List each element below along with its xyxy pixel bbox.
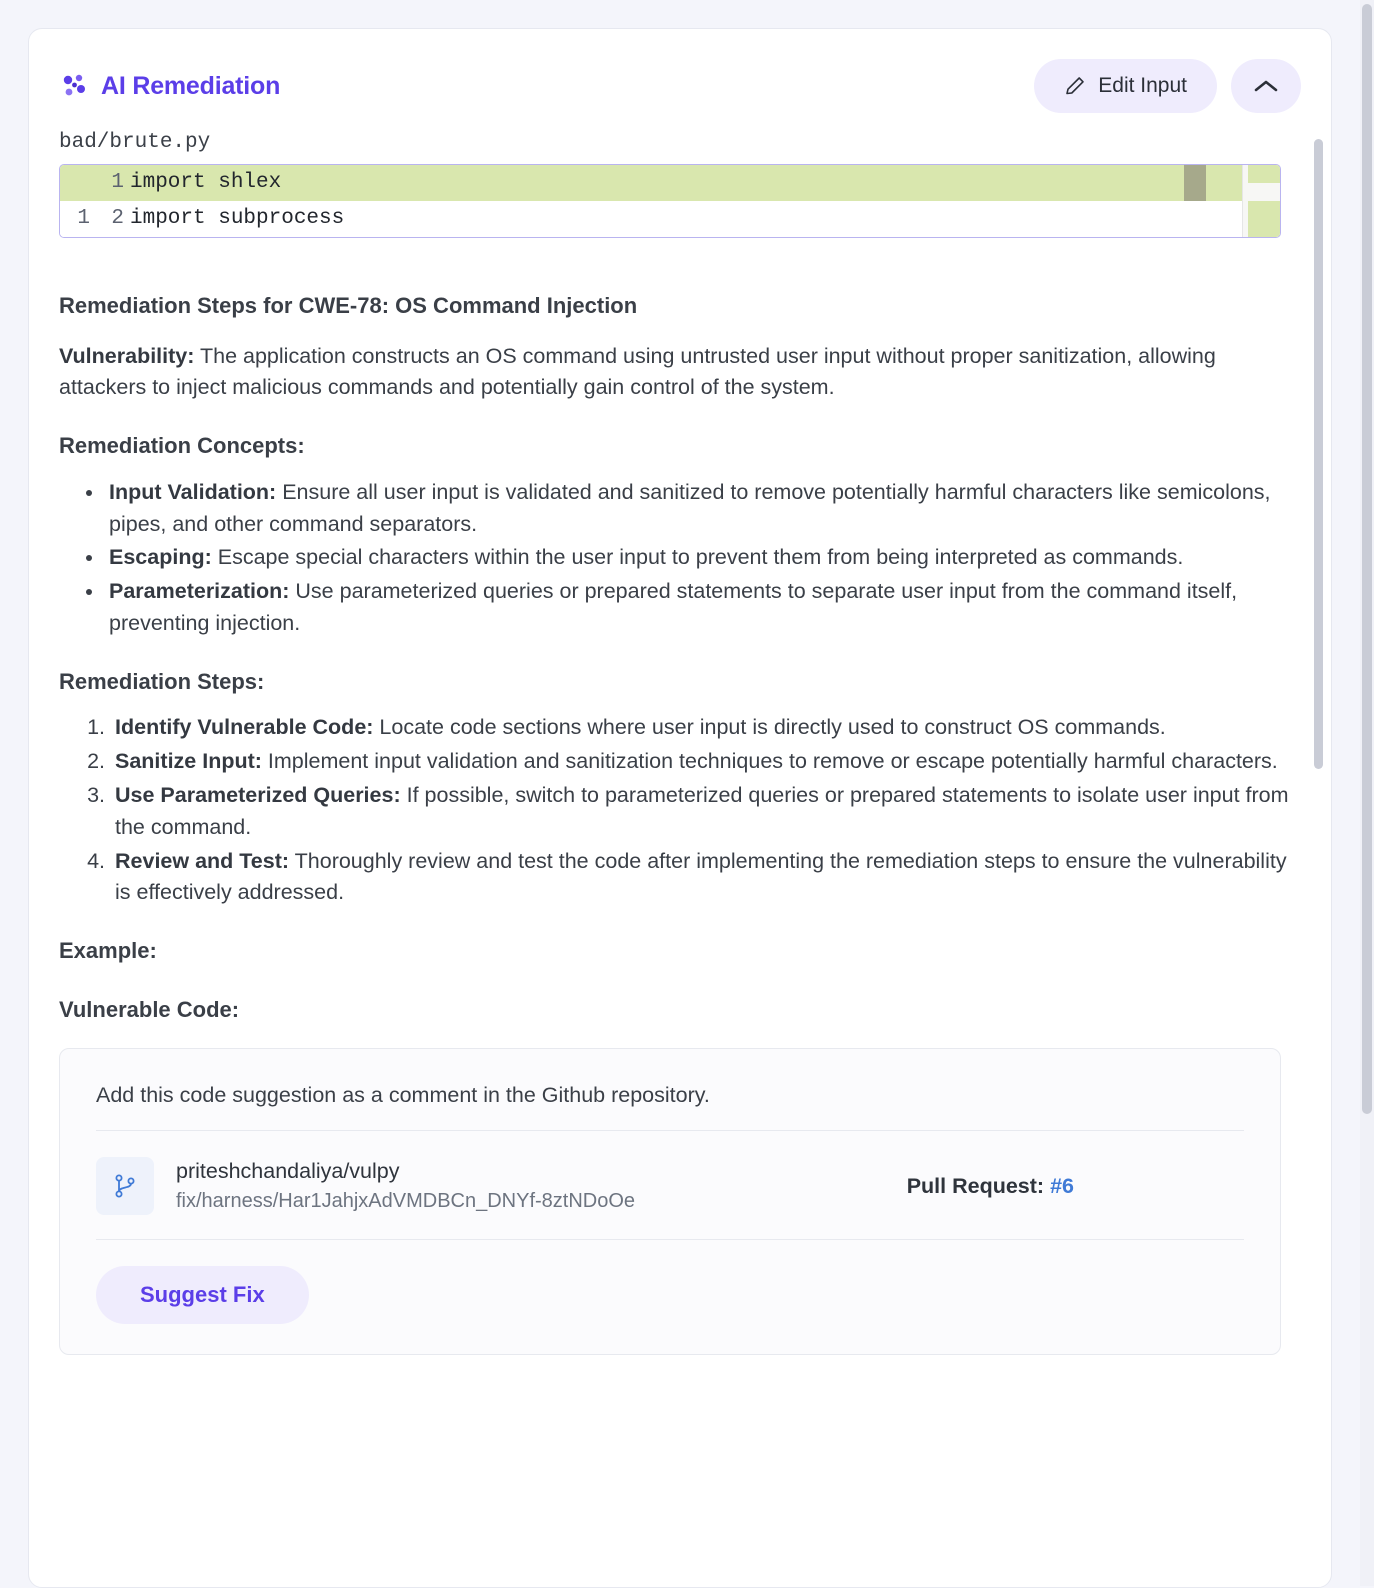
remediation-content	[59, 238, 1301, 1026]
content-scrollbar[interactable]	[1314, 139, 1323, 769]
card-title-group	[59, 71, 280, 101]
diff-old-line-number: 1	[77, 207, 90, 230]
concept-text: Escape special characters within the user input to prevent them from being interpreted as commands.	[217, 545, 1184, 570]
concept-label: Parameterization:	[109, 579, 290, 604]
step-text: Thoroughly review and test the code after implementing the remediation steps to ensure the vulnerability is effectively addressed.	[115, 848, 1287, 905]
list-item	[111, 712, 1301, 744]
edit-input-button[interactable]	[1034, 59, 1217, 113]
diff-row	[60, 201, 1280, 237]
diff-file-path: bad/brute.py	[59, 131, 211, 154]
pull-request-link[interactable]: #6	[1050, 1173, 1074, 1198]
sparkle-icon	[59, 71, 89, 101]
concept-label: Escaping:	[109, 545, 212, 570]
example-heading: Example:	[59, 938, 157, 964]
suggest-fix-button[interactable]: Suggest Fix	[96, 1266, 309, 1324]
list-item	[105, 542, 1301, 574]
remediation-heading: Remediation Steps for CWE-78: OS Command Injection	[59, 293, 638, 318]
concept-text: Use parameterized queries or prepared statements to separate user input from the command itself, preventing injection.	[109, 579, 1238, 635]
pull-request-label	[907, 1174, 1244, 1199]
diff-row	[60, 165, 1280, 201]
diff-minimap[interactable]	[1242, 165, 1280, 237]
step-label: Review and Test:	[115, 848, 290, 873]
list-item	[105, 477, 1301, 541]
vulnerability-text: The application constructs an OS command using untrusted user input without proper sanitization, allowing attackers to inject malicious commands and potentially gain control of the system.	[59, 343, 1216, 400]
step-label: Identify Vulnerable Code:	[115, 715, 374, 740]
concept-label: Input Validation:	[109, 479, 277, 504]
divider	[96, 1239, 1244, 1240]
diff-new-line-number: 1	[111, 171, 124, 194]
step-label: Sanitize Input:	[115, 749, 262, 774]
list-item	[111, 780, 1301, 844]
vulnerability-paragraph	[59, 341, 1301, 405]
minimap-added-block	[1248, 201, 1280, 237]
diff-code-line: import subprocess	[130, 207, 345, 230]
diff-new-line-number: 2	[111, 207, 124, 230]
list-item	[105, 576, 1301, 640]
code-suggestion-panel	[59, 1048, 1281, 1355]
header-actions	[1034, 59, 1301, 113]
step-label: Use Parameterized Queries:	[115, 782, 401, 807]
ai-remediation-card	[28, 28, 1332, 1588]
page-scrollbar-track[interactable]	[1360, 0, 1374, 1586]
vulnerable-code-heading: Vulnerable Code:	[59, 996, 240, 1022]
diff-old-line-number	[60, 165, 94, 201]
list-item	[111, 846, 1301, 910]
chevron-up-icon	[1253, 78, 1279, 94]
concepts-heading: Remediation Concepts:	[59, 433, 305, 459]
page-scrollbar-thumb[interactable]	[1362, 4, 1372, 1114]
vulnerability-label: Vulnerability:	[59, 343, 195, 368]
concepts-list	[59, 477, 1301, 640]
step-text: If possible, switch to parameterized queries or prepared statements to isolate user input from the command.	[115, 782, 1289, 839]
git-branch-icon	[96, 1157, 154, 1215]
page-title: AI Remediation	[101, 71, 281, 100]
pencil-icon	[1064, 75, 1086, 97]
diff-code-line: import shlex	[130, 171, 282, 194]
edit-input-label: Edit Input	[1098, 74, 1187, 97]
list-item	[111, 746, 1301, 778]
step-text: Implement input validation and sanitization techniques to remove or escape potentially harmful characters.	[267, 749, 1278, 774]
branch-name: fix/harness/Har1JahjxAdVMDBCn_DNYf-8ztNDoOe	[176, 1190, 636, 1213]
step-text: Locate code sections where user input is directly used to construct OS commands.	[379, 715, 1166, 740]
concept-text: Ensure all user input is validated and sanitized to remove potentially harmful characters like semicolons, pipes, and other command separators.	[109, 479, 1271, 536]
minimap-added-block	[1248, 165, 1280, 183]
repository-row	[96, 1131, 1244, 1239]
repository-meta	[176, 1159, 885, 1213]
steps-list	[59, 712, 1301, 909]
steps-heading: Remediation Steps:	[59, 668, 265, 694]
repository-name: priteshchandaliya/vulpy	[176, 1159, 400, 1184]
diff-change-marker	[1184, 165, 1206, 201]
card-body	[29, 123, 1331, 1585]
pull-request-label-text: Pull Request:	[906, 1173, 1045, 1198]
code-diff-viewer[interactable]	[59, 164, 1281, 238]
collapse-button[interactable]	[1231, 59, 1301, 113]
suggestion-description: Add this code suggestion as a comment in the Github repository.	[96, 1083, 710, 1108]
card-header	[29, 29, 1331, 123]
